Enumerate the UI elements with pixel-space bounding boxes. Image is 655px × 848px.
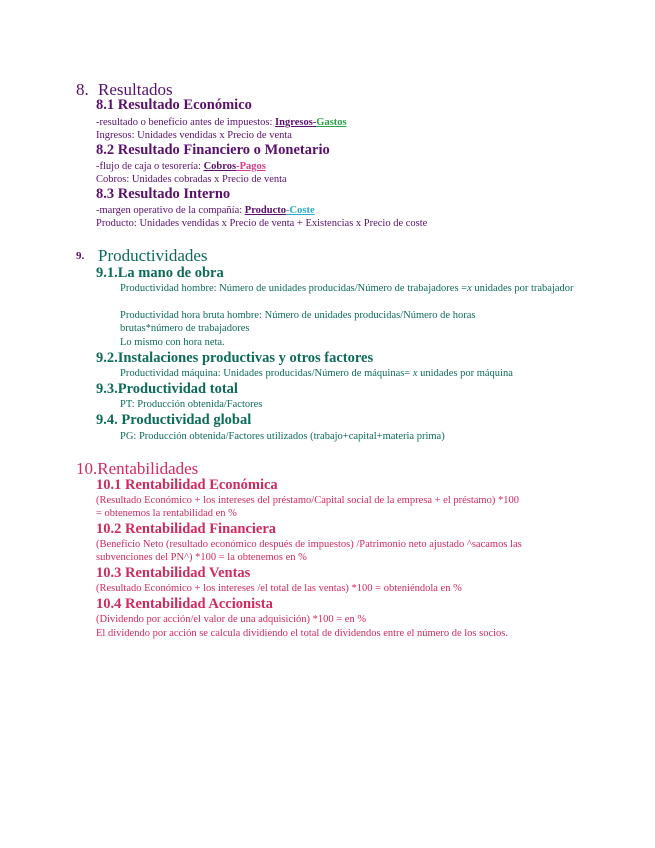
subsection-8-1-formula: Ingresos: Unidades vendidas x Precio de venta [96,130,292,141]
section-8-number: 8. [76,80,89,99]
coste-link[interactable]: Coste [289,205,315,216]
subsection-10-2-paragraph-1: (Beneficio Neto (resultado económico después de impuestos) /Patrimonio neto ajustado ^sacamos las [96,539,522,550]
subsection-10-1-paragraph-1: (Resultado Económico + los intereses del préstamo/Capital social de la empresa + el préstamo) *100 [96,495,519,506]
subsection-10-1-paragraph-2: = obtenemos la rentabilidad en % [96,508,237,519]
gastos-link[interactable]: Gastos [316,117,347,128]
subsection-10-3-title: 10.3 Rentabilidad Ventas [96,565,251,581]
subsection-8-1-title: 8.1 Resultado Económico [96,97,252,113]
productivity-text-rest: unidades por trabajador [471,283,574,294]
subsection-9-4-title: 9.4. Productividad global [96,412,252,428]
subsection-10-2-title: 10.2 Rentabilidad Financiera [96,521,277,537]
productivity-text: Productividad hombre: Número de unidades producidas/Número de trabajadores = [120,283,468,294]
subsection-9-1-paragraph-3: Lo mismo con hora neta. [120,337,225,348]
subsection-10-2-paragraph-2: subvenciones del PN^) *100 = la obtenemos en % [96,552,307,563]
subsection-8-2-definition [96,160,266,173]
subsection-8-3-formula: Producto: Unidades vendidas x Precio de venta + Existencias x Precio de coste [96,218,428,229]
subsection-8-2-formula: Cobros: Unidades cobradas x Precio de venta [96,174,287,185]
section-9-number: 9. [76,250,85,262]
definition-text: -resultado o beneficio antes de impuestos: [96,117,276,128]
subsection-10-4-paragraph-2: El dividendo por acción se calcula dividiendo el total de dividendos entre el número de los socios. [96,628,509,639]
subsection-10-4-title: 10.4 Rentabilidad Accionista [96,596,273,612]
productivity-text-rest: unidades por máquina [417,368,513,379]
subsection-9-2-paragraph [120,367,513,380]
subsection-8-3-definition [96,204,315,217]
definition-text: -flujo de caja o tesorería: [96,161,204,172]
variable-x: x [412,368,418,379]
section-10-title: 10.Rentabilidades [76,459,199,478]
ingresos-link[interactable]: Ingresos [275,117,313,128]
variable-x: x [467,283,472,294]
subsection-10-3-paragraph: (Resultado Económico + los intereses /el total de las ventas) *100 = obteniéndola en % [96,583,462,594]
dash: - [312,117,317,128]
cobros-link[interactable]: Cobros [203,161,237,172]
subsection-8-1-definition [96,116,347,129]
dash: - [236,161,240,172]
subsection-9-3-paragraph: PT: Producción obtenida/Factores [120,399,263,410]
subsection-9-4-paragraph: PG: Producción obtenida/Factores utilizados (trabajo+capital+materia prima) [120,431,445,442]
section-8-title: Resultados [98,80,173,99]
producto-link[interactable]: Producto [244,205,287,216]
subsection-10-4-paragraph-1: (Dividendo por acción/el valor de una adquisición) *100 = en % [96,614,367,625]
subsection-9-1-paragraph-2: Productividad hora bruta hombre: Número de unidades producidas/Número de horas brutas*número de trabajadores [120,310,476,334]
productivity-text: Productividad máquina: Unidades producidas/Número de máquinas= [120,368,413,379]
subsection-9-3-title: 9.3.Productividad total [96,381,238,397]
definition-text: -margen operativo de la compañía: [96,205,245,216]
subsection-9-1-title: 9.1.La mano de obra [96,265,224,281]
subsection-9-1-paragraph-1 [120,282,590,295]
subsection-10-1-title: 10.1 Rentabilidad Económica [96,477,278,493]
dash: - [286,205,290,216]
subsection-8-2-title: 8.2 Resultado Financiero o Monetario [96,142,330,158]
pagos-link[interactable]: Pagos [239,161,266,172]
section-9-title: Productividades [98,246,208,265]
subsection-8-3-title: 8.3 Resultado Interno [96,186,231,202]
subsection-9-2-title: 9.2.Instalaciones productivas y otros factores [96,350,374,366]
